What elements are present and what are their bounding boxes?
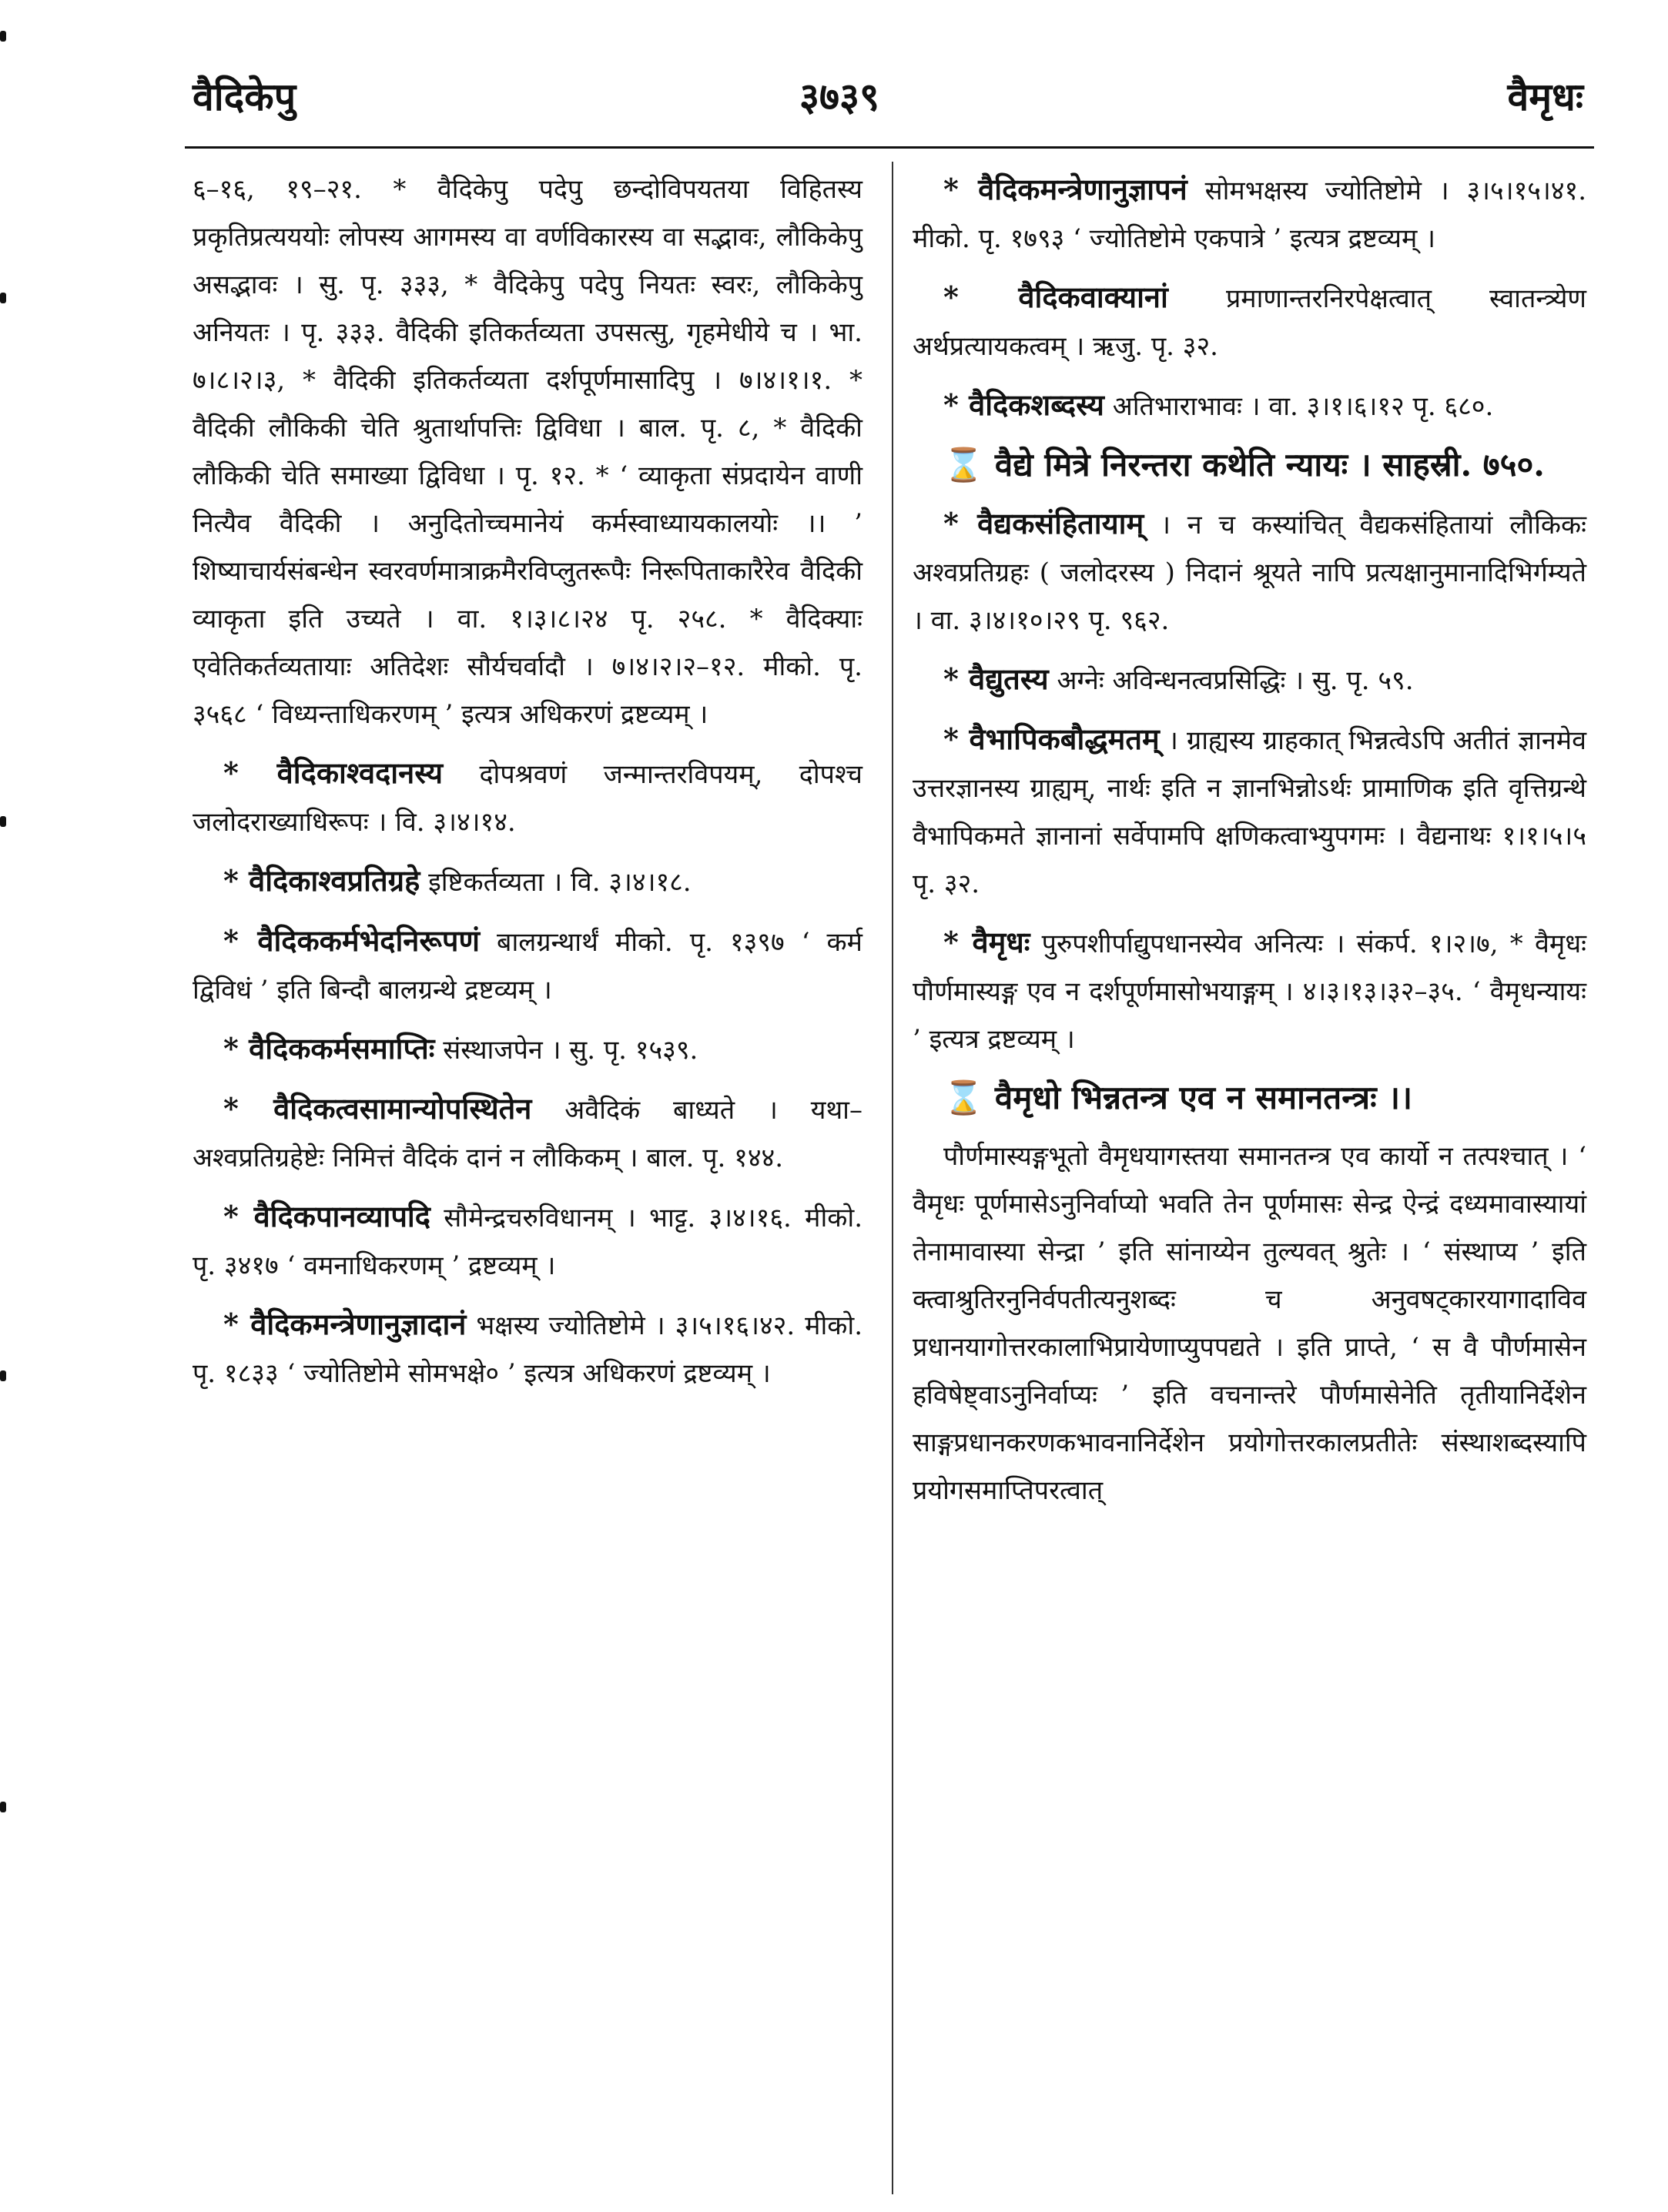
entry-text: अतिभाराभावः । वा. ३।१।६।१२ पृ. ६८०. xyxy=(1112,391,1494,422)
entry-headword: * वैदिकत्वसामान्योपस्थितेन xyxy=(223,1091,532,1126)
header-rule xyxy=(185,146,1594,149)
entry-text: सोमभक्षस्य ज्योतिष्टोमे । ३।५।१५।४१. मीको. पृ. १७९३ ‘ ज्योतिष्टोमे एकपात्रे ’ इत्यत्र द्रष्टव्यम् । xyxy=(913,176,1587,254)
scan-mark xyxy=(0,1370,6,1381)
left-entry xyxy=(193,857,862,906)
entry-headword: * वैदिकाश्वप्रतिग्रहे xyxy=(223,863,420,898)
entry-headword: * वैद्यकसंहितायाम् xyxy=(943,506,1144,540)
left-entry xyxy=(193,749,862,846)
entry-text: पौर्णमास्यङ्गभूतो वैमृधयागस्तया समानतन्त्र एव कार्यो न तत्पश्चात् । ‘ वैमृधः पूर्णमासेऽनुनिर्वाप्यो भवति तेन पूर्णमासः सेन्द्र ऐन्द्रं दध्यमावास्यायां तेनामावास्या सेन्द्रा ’ इति सांनाय्येन तुल्यवत् श्रुतेः । ‘ संस्थाप्य ’ इति क्त्वाश्रुतिरनुनिर्वपतीत्यनुशब्दः च अनुवषट्कारयागादाविव प्रधानयागोत्तरकालाभिप्रायेणाप्युपपद्यते । इति प्राप्ते, ‘ स वै पौर्णमासेन हविषेष्ट्वाऽनुनिर्वाप्यः ’ इति वचनान्तरे पौर्णमासेनेति तृतीयानिर्देशेन साङ्गप्रधानकरणकभावनानिर्देशेन प्रयोगोत्तरकालप्रतीतेः संस्थाशब्दस्यापि प्रयोगसमाप्तिपरत्वात् xyxy=(913,1141,1586,1506)
entry-text: ७५०. xyxy=(1482,446,1545,484)
left-entry xyxy=(193,1085,862,1182)
entry-text: बालग्रन्थार्थं मीको. पृ. १३९७ ‘ कर्म द्विविधं ’ इति बिन्दौ बालग्रन्थे द्रष्टव्यम् । xyxy=(193,927,862,1006)
maxim-entry xyxy=(913,1074,1586,1122)
entry-headword: * वैदिककर्मसमाप्तिः xyxy=(223,1031,435,1066)
entry-headword: * वैद्युतस्य xyxy=(943,661,1049,696)
entry-text: इष्टिकर्तव्यता । वि. ३।४।१८. xyxy=(428,867,692,898)
right-entry xyxy=(913,1133,1586,1514)
entry-headword: * वैदिकवाक्यानां xyxy=(943,279,1168,314)
left-entry xyxy=(193,1300,862,1397)
entry-text: सौमेन्द्रचरुविधानम् । भाट्ट. ३।४।१६. मीको. पृ. ३४१७ ‘ वमनाधिकरणम् ’ द्रष्टव्यम् । xyxy=(193,1203,862,1281)
entry-headword: * वैदिकमन्त्रेणानुज्ञादानं xyxy=(223,1307,467,1341)
column-divider xyxy=(892,162,893,2194)
entry-headword: * वैदिकमन्त्रेणानुज्ञापनं xyxy=(943,172,1187,206)
entry-text: । ग्राह्यस्य ग्राहकात् भिन्नत्वेऽपि अतीतं ज्ञानमेव उत्तरज्ञानस्य ग्राह्यम्, नार्थः इति न ज्ञानभिन्नोऽर्थः प्रामाणिक इति वृत्तिग्रन्थे वैभापिकमते ज्ञानानां सर्वेपामपि क्षणिकत्वाभ्युपगमः । वैद्यनाथः १।१।५।५ पृ. ३२. xyxy=(913,725,1586,899)
right-entry xyxy=(913,381,1586,430)
entry-headword: * वैमृधः xyxy=(943,925,1030,959)
maxim-text: वैमृधो भिन्नतन्त्र एव न समानतन्त्रः ।। xyxy=(994,1079,1413,1116)
header-right-keyword: वैमृधः xyxy=(1507,74,1583,119)
scan-mark xyxy=(0,1802,6,1812)
page-header xyxy=(0,62,1668,146)
page-number: ३७३९ xyxy=(799,74,879,119)
entry-text: भक्षस्य ज्योतिष्टोमे । ३।५।१६।४२. मीको. पृ. १८३३ ‘ ज्योतिष्टोमे सोमभक्षे० ’ इत्यत्र अधिकरणं द्रष्टव्यम् । xyxy=(193,1310,863,1389)
left-entry xyxy=(193,1025,862,1074)
maxim-text: वैद्ये मित्रे निरन्तरा कथेति न्यायः । साहस्री. xyxy=(994,446,1472,484)
entry-headword: * वैभापिकबौद्धमतम् xyxy=(943,721,1160,756)
entry-text: संस्थाजपेन । सु. पृ. १५३९. xyxy=(443,1035,698,1066)
right-column xyxy=(913,166,1586,1525)
entry-text: अग्नेः अविन्धनत्वप्रसिद्धिः । सु. पृ. ५९. xyxy=(1057,665,1414,696)
entry-text: । न च कस्यांचित् वैद्यकसंहितायां लौकिकः अश्वप्रतिग्रहः ( जलोदरस्य ) निदानं श्रूयते नापि प्रत्यक्षानुमानादिभिर्गम्यते । वा. ३।४।१०।२९ पृ. ९६२. xyxy=(913,510,1587,636)
right-entry xyxy=(913,500,1586,644)
right-entry xyxy=(913,655,1586,704)
entry-headword: * वैदिकशब्दस्य xyxy=(943,387,1104,422)
header-left-keyword: वैदिकेपु xyxy=(193,74,296,119)
entry-text: दोपश्रवणं जन्मान्तरविपयम्, दोपश्च जलोदराख्याधिरूपः । वि. ३।४।१४. xyxy=(193,759,862,838)
entry-text: अवैदिकं बाध्यते । यथा– अश्वप्रतिग्रहेष्टेः निमित्तं वैदिकं दानं न लौकिकम् । बाल. पृ. १४४. xyxy=(193,1095,862,1173)
maxim-icon: ⌛ xyxy=(943,446,984,484)
right-entry xyxy=(913,166,1586,263)
right-entry xyxy=(913,273,1586,370)
left-entry: ६–१६, १९–२१. * वैदिकेपु पदेपु छन्दोविपयतया विहितस्य प्रकृतिप्रत्यययोः लोपस्य आगमस्य वा वर्णविकारस्य वा सद्भावः, लौकिकेपु असद्भावः । सु. पृ. ३३३, * वैदिकेपु पदेपु नियतः स्वरः, लौकिकेपु अनियतः । पृ. ३३३. वैदिकी इतिकर्तव्यता उपसत्सु, गृहमेधीये च । भा. ७।८।२।३, * वैदिकी इतिकर्तव्यता दर्शपूर्णमासादिपु । ७।४।१।१. * वैदिकी लौकिकी चेति श्रुतार्थापत्तिः द्विविधा । बाल. पृ. ८, * वैदिकी लौकिकी चेति समाख्या द्विविधा । पृ. १२. * ‘ व्याकृता संप्रदायेन वाणी नित्यैव वैदिकी । अनुदितोच्चमानेयं कर्मस्वाध्यायकालयोः ।। ’ शिष्याचार्यसंबन्धेन स्वरवर्णमात्राक्रमैरविप्लुतरूपैः निरूपिताकारैरेव वैदिकी व्याकृता इति उच्यते । वा. १।३।८।२४ पृ. २५८. * वैदिक्याः एवेतिकर्तव्यतायाः अतिदेशः सौर्यचर्वादौ । ७।४।२।२–१२. मीको. पृ. ३५६८ ‘ विध्यन्ताधिकरणम् ’ इत्यत्र अधिकरणं द्रष्टव्यम् । xyxy=(193,174,862,730)
left-entry xyxy=(193,917,862,1014)
entry-headword: * वैदिकपानव्यापदि xyxy=(223,1199,430,1233)
entry-headword: * वैदिककर्मभेदनिरूपणं xyxy=(223,923,480,958)
right-entry xyxy=(913,715,1586,908)
maxim-entry xyxy=(913,441,1586,489)
scan-mark xyxy=(0,293,6,303)
right-entry xyxy=(913,919,1586,1063)
scan-mark xyxy=(0,816,6,827)
entry-headword: * वैदिकाश्वदानस्य xyxy=(223,755,444,790)
entry-text: प्रमाणान्तरनिरपेक्षत्वात् स्वातन्त्र्येण अर्थप्रत्यायकत्वम् । ऋजु. पृ. ३२. xyxy=(913,283,1586,362)
scan-mark xyxy=(0,31,6,42)
left-entry xyxy=(193,1193,862,1290)
maxim-icon: ⌛ xyxy=(943,1079,984,1116)
left-column xyxy=(193,166,862,1408)
entry-text: पुरुपशीर्पाद्युपधानस्येव अनित्यः । संकर्प. १।२।७, * वैमृधः पौर्णमास्यङ्ग एव न दर्शपूर्णमासोभयाङ्गम् । ४।३।१३।३२–३५. ‘ वैमृधन्यायः ’ इत्यत्र द्रष्टव्यम् । xyxy=(913,929,1586,1055)
